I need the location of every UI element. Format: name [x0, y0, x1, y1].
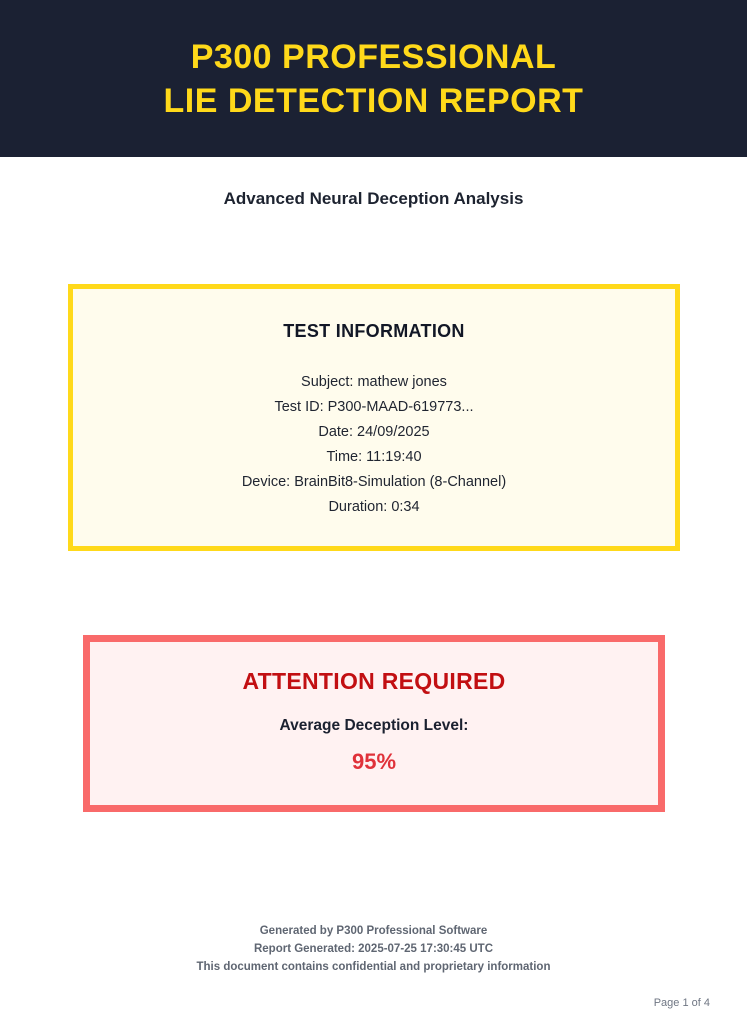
- report-footer: [0, 922, 747, 976]
- test-info-test-id: Test ID: P300-MAAD-619773...: [274, 399, 474, 415]
- attention-required-card: [83, 635, 665, 812]
- footer-generated-by: Generated by P300 Professional Software: [259, 925, 488, 937]
- report-header: [0, 0, 747, 157]
- report-title-line-2: LIE DETECTION REPORT: [163, 81, 584, 120]
- page-number: Page 1 of 4: [653, 997, 710, 1009]
- test-info-duration: Duration: 0:34: [328, 499, 420, 515]
- footer-generated-at: Report Generated: 2025-07-25 17:30:45 UTC: [253, 943, 494, 955]
- attention-required-title: ATTENTION REQUIRED: [242, 668, 506, 694]
- test-info-device: Device: BrainBit8-Simulation (8-Channel): [241, 474, 507, 490]
- test-info-time: Time: 11:19:40: [326, 449, 422, 465]
- test-info-date: Date: 24/09/2025: [318, 424, 430, 440]
- report-subtitle: Advanced Neural Deception Analysis: [223, 189, 524, 208]
- test-information-title: TEST INFORMATION: [283, 321, 465, 341]
- test-information-card: [68, 284, 680, 551]
- test-info-subject: Subject: mathew jones: [301, 374, 447, 390]
- average-deception-label: Average Deception Level:: [279, 717, 469, 734]
- average-deception-value: 95%: [351, 749, 397, 774]
- footer-confidentiality-notice: This document contains confidential and proprietary information: [196, 961, 551, 973]
- report-title-line-1: P300 PROFESSIONAL: [190, 37, 557, 76]
